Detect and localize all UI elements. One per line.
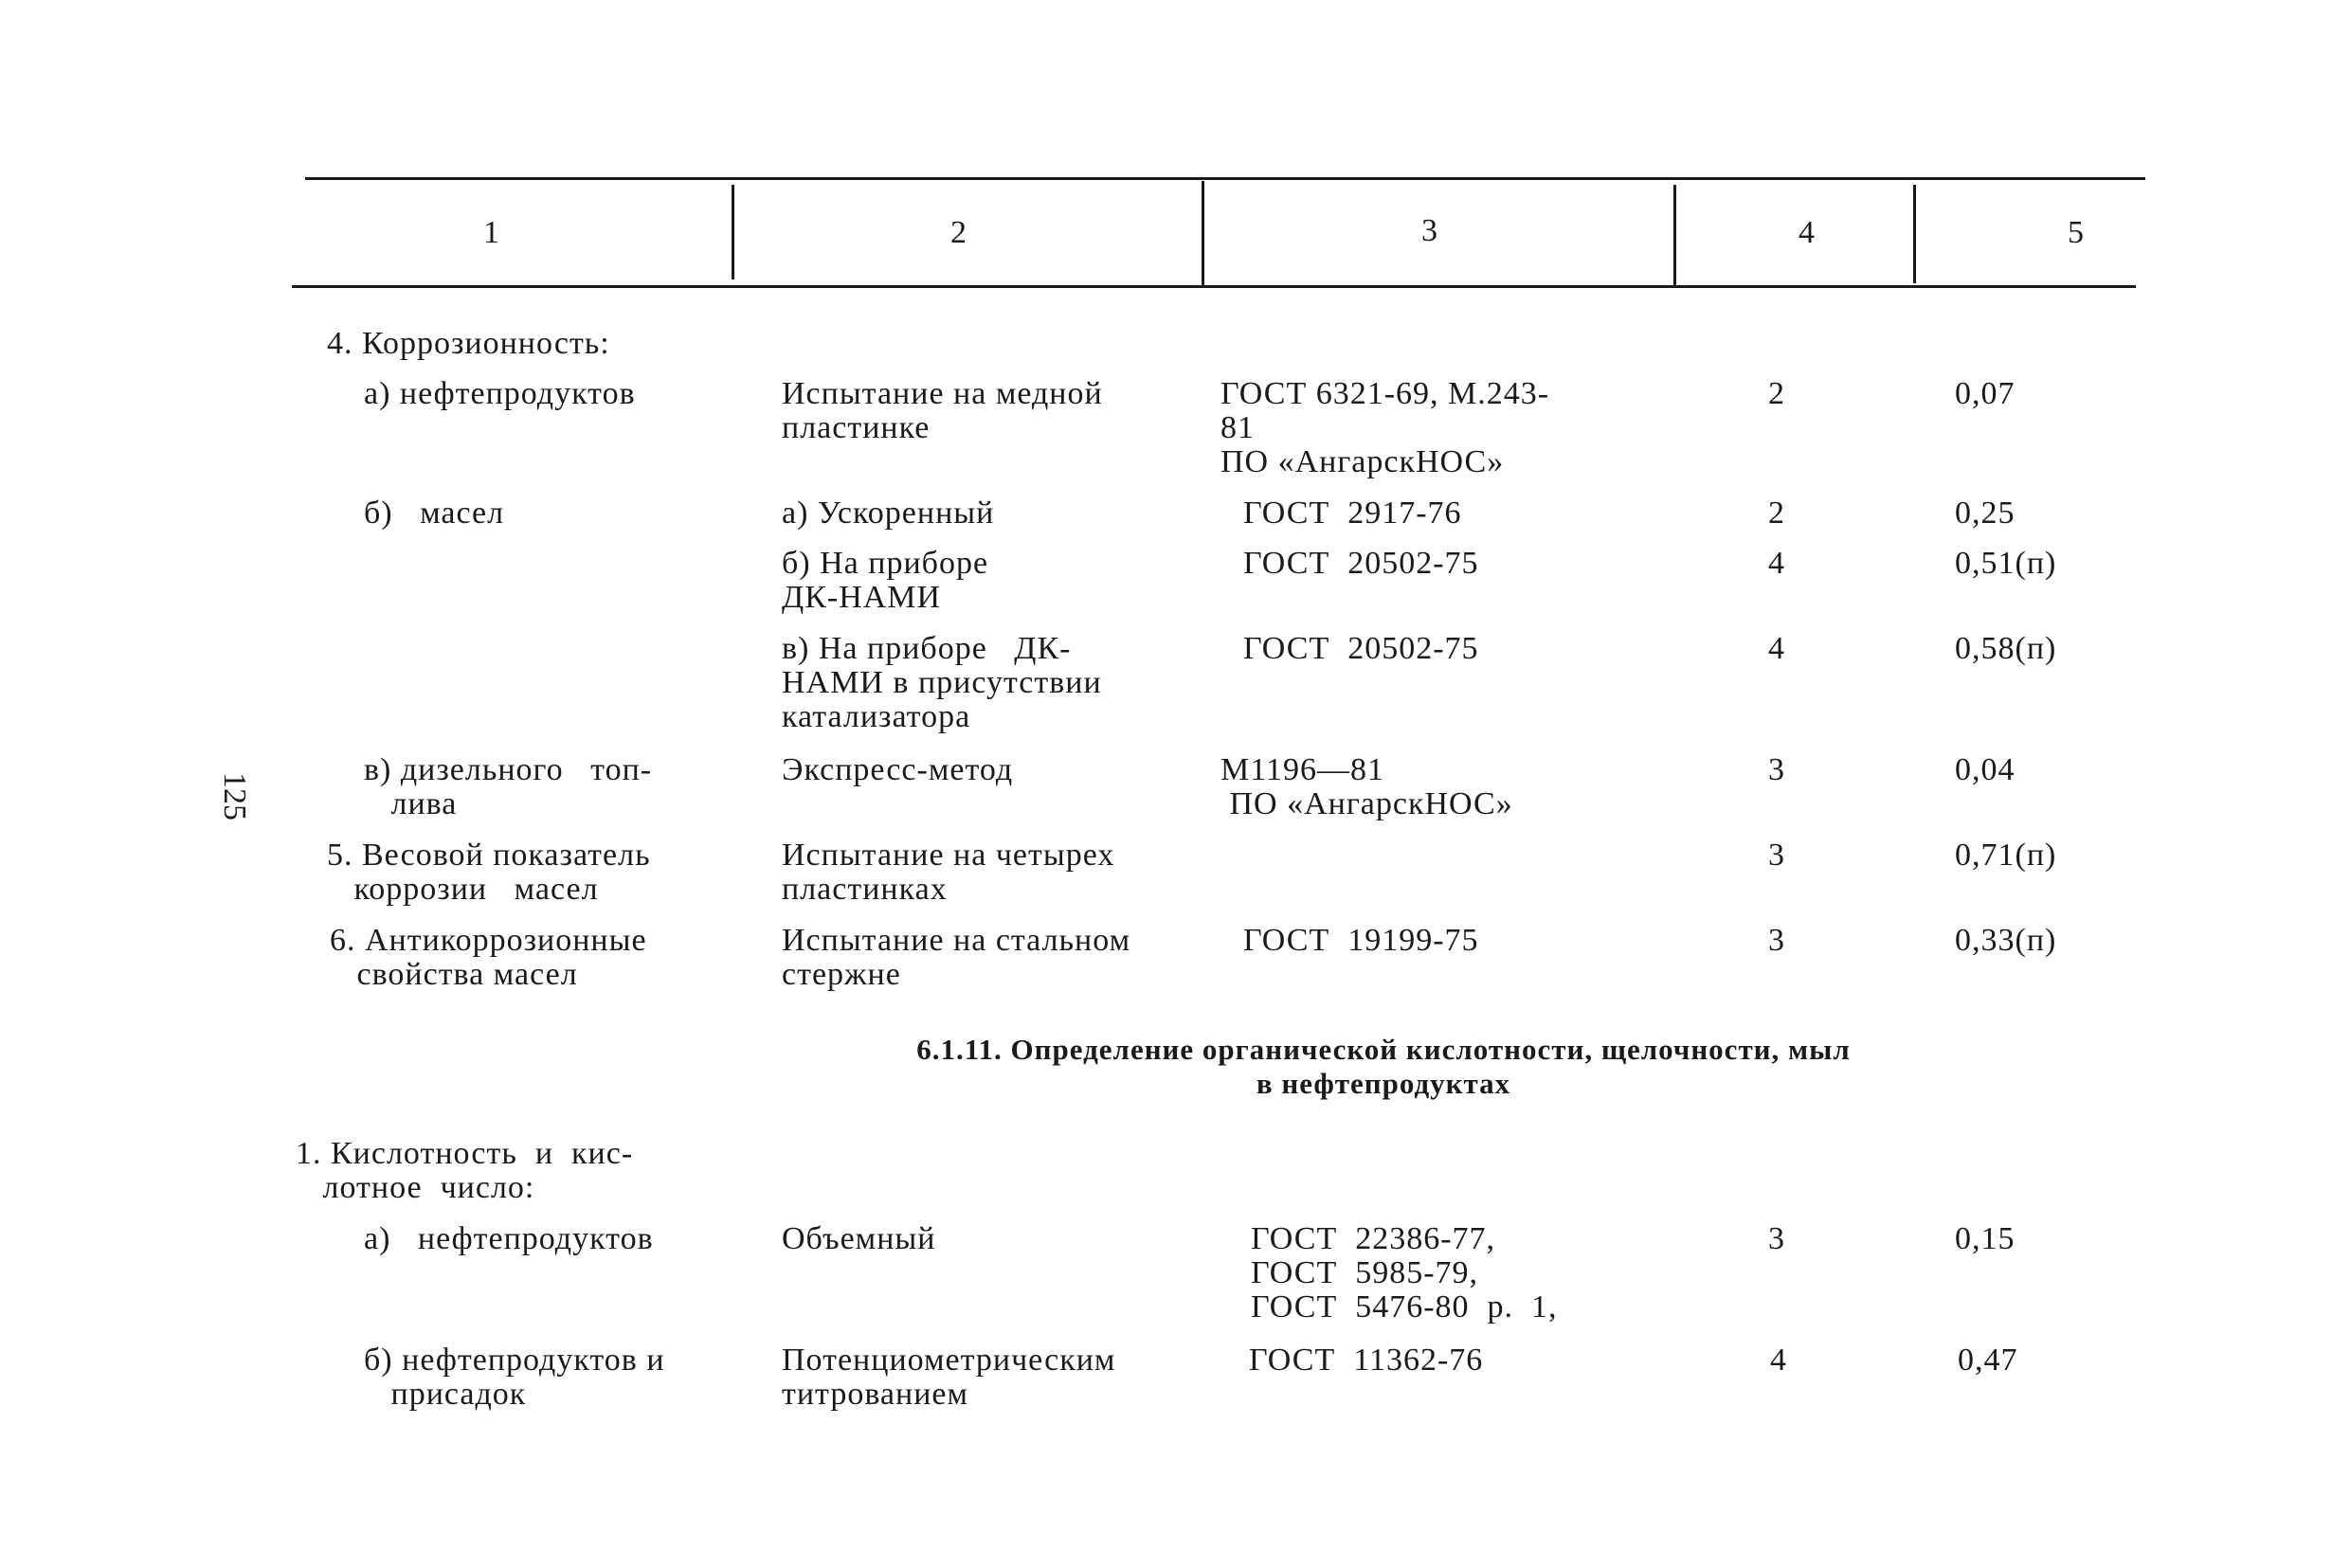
value-col4: 4 xyxy=(1770,1343,1787,1378)
method-cell: Испытание на стальном стержне xyxy=(782,923,1131,992)
value-col5: 0,07 xyxy=(1955,376,2016,411)
value-col4: 3 xyxy=(1768,1221,1785,1256)
section-heading: 6.1.11. Определение органической кислотности, щелочности, мыл в нефтепродуктах xyxy=(916,1033,1851,1100)
value-col5: 0,33(п) xyxy=(1955,923,2057,958)
method-cell: Испытание на четырех пластинках xyxy=(782,838,1115,907)
standard-cell: ГОСТ 20502-75 xyxy=(1243,546,1479,581)
value-col5: 0,51(п) xyxy=(1955,546,2057,581)
value-col5: 0,47 xyxy=(1958,1343,2018,1378)
method-cell: б) На приборе ДК-НАМИ xyxy=(782,546,989,615)
column-divider xyxy=(1673,185,1676,285)
column-divider xyxy=(1202,181,1204,285)
value-col4: 2 xyxy=(1768,376,1785,411)
column-header: 5 xyxy=(2068,215,2084,250)
method-cell: Объемный xyxy=(782,1221,936,1256)
standard-cell: ГОСТ 19199-75 xyxy=(1243,923,1479,958)
method-cell: Испытание на медной пластинке xyxy=(782,376,1103,445)
standard-cell: ГОСТ 11362-76 xyxy=(1249,1343,1484,1378)
method-cell: Экспресс-метод xyxy=(782,752,1014,787)
row-label: б) нефтепродуктов и присадок xyxy=(364,1343,665,1412)
value-col4: 3 xyxy=(1768,923,1785,958)
standard-cell: ГОСТ 6321-69, М.243- 81 ПО «АнгарскНОС» xyxy=(1220,376,1550,479)
row-label: 1. Кислотность и кис- лотное число: xyxy=(296,1136,634,1205)
row-label: а) нефтепродуктов xyxy=(364,1221,654,1256)
value-col5: 0,04 xyxy=(1955,752,2016,787)
standard-cell: ГОСТ 22386-77, ГОСТ 5985-79, ГОСТ 5476-80 р. 1, xyxy=(1251,1221,1558,1325)
table-top-rule xyxy=(305,177,2145,180)
method-cell: Потенциометрическим титрованием xyxy=(782,1343,1116,1412)
column-header: 1 xyxy=(483,215,499,250)
standard-cell: ГОСТ 20502-75 xyxy=(1243,631,1479,666)
value-col4: 4 xyxy=(1768,631,1785,666)
value-col4: 3 xyxy=(1768,838,1785,873)
value-col4: 2 xyxy=(1768,496,1785,531)
standard-cell: ГОСТ 2917-76 xyxy=(1243,496,1462,531)
row-label: а) нефтепродуктов xyxy=(364,376,636,411)
column-header: 4 xyxy=(1799,215,1815,250)
value-col4: 3 xyxy=(1768,752,1785,787)
column-divider xyxy=(1913,185,1916,283)
row-label: 6. Антикоррозионные свойства масел xyxy=(330,923,647,992)
column-divider xyxy=(732,185,734,279)
column-header: 2 xyxy=(950,215,967,250)
column-header: 3 xyxy=(1421,213,1437,248)
table-header-rule xyxy=(292,285,2136,288)
value-col5: 0,58(п) xyxy=(1955,631,2057,666)
row-label: 5. Весовой показатель коррозии масел xyxy=(327,838,651,907)
value-col5: 0,15 xyxy=(1955,1221,2016,1256)
standard-cell: М1196—81 ПО «АнгарскНОС» xyxy=(1220,752,1513,821)
page-number: 125 xyxy=(217,772,252,820)
value-col4: 4 xyxy=(1768,546,1785,581)
row-label: б) масел xyxy=(364,496,505,531)
row-label: в) дизельного топ- лива xyxy=(364,752,653,821)
value-col5: 0,71(п) xyxy=(1955,838,2057,873)
row-label: 4. Коррозионность: xyxy=(327,326,610,361)
method-cell: а) Ускоренный xyxy=(782,496,995,531)
value-col5: 0,25 xyxy=(1955,496,2016,531)
method-cell: в) На приборе ДК- НАМИ в присутствии катализатора xyxy=(782,631,1102,734)
